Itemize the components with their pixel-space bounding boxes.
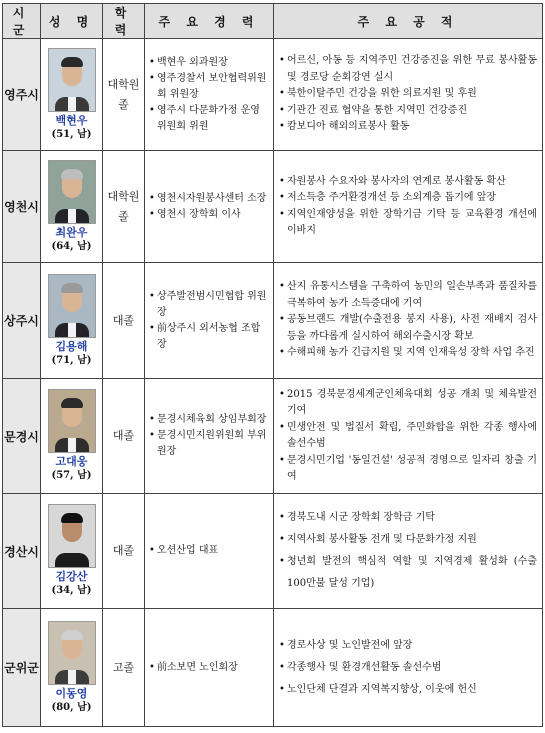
- person-name: 이동영: [55, 686, 88, 700]
- achievement-item: • 지역사회 봉사활동 전개 및 다문화가정 지원: [279, 529, 537, 551]
- table-row: [3, 609, 543, 727]
- career-item: • 前소보면 노인회장: [149, 660, 269, 676]
- achievement-item: • 기관간 진료 협약을 통한 지역민 건강증진: [279, 103, 537, 120]
- career-item: • 영천시 장학회 이사: [149, 207, 269, 223]
- person-age: (71, 남): [51, 354, 92, 366]
- region-cell: 상주시: [3, 263, 41, 379]
- person-cell: [41, 609, 103, 727]
- table-row: [3, 379, 543, 494]
- person-name: 최완우: [55, 225, 88, 239]
- person-photo: [48, 621, 96, 685]
- person-name: 김강산: [55, 570, 88, 583]
- table-row: [3, 263, 543, 379]
- person-name: 김용해: [55, 339, 88, 353]
- achievement-item: • 북한이탈주민 건강을 위한 의료지원 및 후원: [279, 86, 537, 103]
- career-item: • 영주시 다문화가정 운영위원회 위원: [149, 103, 269, 135]
- achievement-item: • 민생안전 및 법질서 확립, 주민화합을 위한 각종 행사에 솔선수범: [279, 420, 537, 453]
- career-cell: [145, 609, 274, 727]
- career-item: • 백현우 외과원장: [149, 55, 269, 71]
- person-photo: [48, 48, 96, 112]
- person-name: 백현우: [55, 113, 88, 127]
- career-item: • 영주경찰서 보안협력위원회 위원장: [149, 71, 269, 103]
- person-cell: [41, 263, 103, 379]
- career-item: • 前상주시 외서농협 조합장: [149, 321, 269, 353]
- region-cell: 영천시: [3, 151, 41, 263]
- person-age: (64, 남): [51, 240, 92, 252]
- header-achievements: 주 요 공 적: [274, 4, 543, 39]
- person-photo: [48, 504, 96, 568]
- header-education: 학 력: [103, 4, 145, 39]
- achievement-item: • 경로사상 및 노인발전에 앞장: [279, 635, 537, 657]
- achievements-cell: [274, 494, 543, 609]
- person-age: (34, 남): [51, 585, 92, 596]
- career-item: • 오션산업 대표: [149, 543, 269, 559]
- region-cell: 경산시: [3, 494, 41, 609]
- achievement-item: • 노인단체 단결과 지역복지향상, 이웃에 헌신: [279, 679, 537, 701]
- achievement-item: • 2015 경북문경세계군인체육대회 성공 개최 및 체육발전 기여: [279, 387, 537, 420]
- person-age: (57, 남): [51, 470, 92, 481]
- person-photo: [48, 389, 96, 453]
- career-item: • 문경시체육회 상임부회장: [149, 412, 269, 428]
- person-photo: [48, 274, 96, 338]
- education-cell: 대졸: [103, 263, 145, 379]
- table-row: [3, 39, 543, 151]
- achievements-cell: [274, 379, 543, 494]
- education-cell: 대졸: [103, 494, 145, 609]
- person-cell: [41, 494, 103, 609]
- education-cell: 대학원졸: [103, 39, 145, 151]
- person-cell: [41, 151, 103, 263]
- career-cell: [145, 39, 274, 151]
- person-cell: [41, 39, 103, 151]
- achievement-item: • 캄보디아 해외의료봉사 활동: [279, 119, 537, 136]
- career-cell: [145, 263, 274, 379]
- career-item: • 상주발전범시민협합 위원장: [149, 289, 269, 321]
- achievement-item: • 지역인재양성을 위한 장학기금 기탁 등 교육환경 개선에 이바지: [279, 207, 537, 240]
- region-cell: 군위군: [3, 609, 41, 727]
- achievement-item: • 산지 유통시스템을 구축하여 농민의 일손부족과 품질차를 극복하여 농가 소득증대에 기여: [279, 279, 537, 312]
- person-name: 고대웅: [55, 455, 88, 468]
- person-cell: [41, 379, 103, 494]
- header-name: 성 명: [41, 4, 103, 39]
- achievements-cell: [274, 151, 543, 263]
- education-cell: 대학원졸: [103, 151, 145, 263]
- career-cell: [145, 151, 274, 263]
- education-cell: 대졸: [103, 379, 145, 494]
- achievement-item: • 각종행사 및 환경개선활동 솔선수범: [279, 657, 537, 679]
- achievement-item: • 공동브랜드 개발(수출전용 봉지 사용), 사전 재배지 검사 등을 까다롭게 실시하여 해외수출시장 확보: [279, 312, 537, 345]
- table-header-row: [3, 4, 543, 39]
- career-item: • 문경시민지원위원회 부위원장: [149, 428, 269, 460]
- achievement-item: • 청년회 발전의 핵심적 역할 및 지역경제 활성화 (수출 100만불 달성 기업): [279, 551, 537, 595]
- awardee-table: [2, 3, 543, 727]
- table-row: [3, 494, 543, 609]
- achievements-cell: [274, 263, 543, 379]
- career-item: • 영천시자원봉사센터 소장: [149, 191, 269, 207]
- achievements-cell: [274, 39, 543, 151]
- header-career: 주 요 경 력: [145, 4, 274, 39]
- person-age: (80, 남): [51, 701, 92, 713]
- table-row: [3, 151, 543, 263]
- region-cell: 영주시: [3, 39, 41, 151]
- region-cell: 문경시: [3, 379, 41, 494]
- achievement-item: • 어르신, 아동 등 지역주민 건강증진을 위한 무료 봉사활동 및 경로당 순회강연 실시: [279, 53, 537, 86]
- person-photo: [48, 160, 96, 224]
- header-region: 시 군: [3, 4, 41, 39]
- achievements-cell: [274, 609, 543, 727]
- achievement-item: • 자원봉사 수요자와 봉사자의 연계로 봉사활동 확산: [279, 174, 537, 191]
- achievement-item: • 저소득층 주거환경개선 등 소외계층 돕기에 앞장: [279, 190, 537, 207]
- career-cell: [145, 494, 274, 609]
- achievement-item: • 경북도내 시군 장학회 장학금 기탁: [279, 507, 537, 529]
- career-cell: [145, 379, 274, 494]
- achievement-item: • 수해피해 농가 긴급지원 및 지역 인재육성 장학 사업 추진: [279, 345, 537, 362]
- achievement-item: • 문경시민기업 '동일건설' 성공적 경영으로 일자리 창출 기여: [279, 453, 537, 486]
- education-cell: 고졸: [103, 609, 145, 727]
- person-age: (51, 남): [51, 128, 92, 140]
